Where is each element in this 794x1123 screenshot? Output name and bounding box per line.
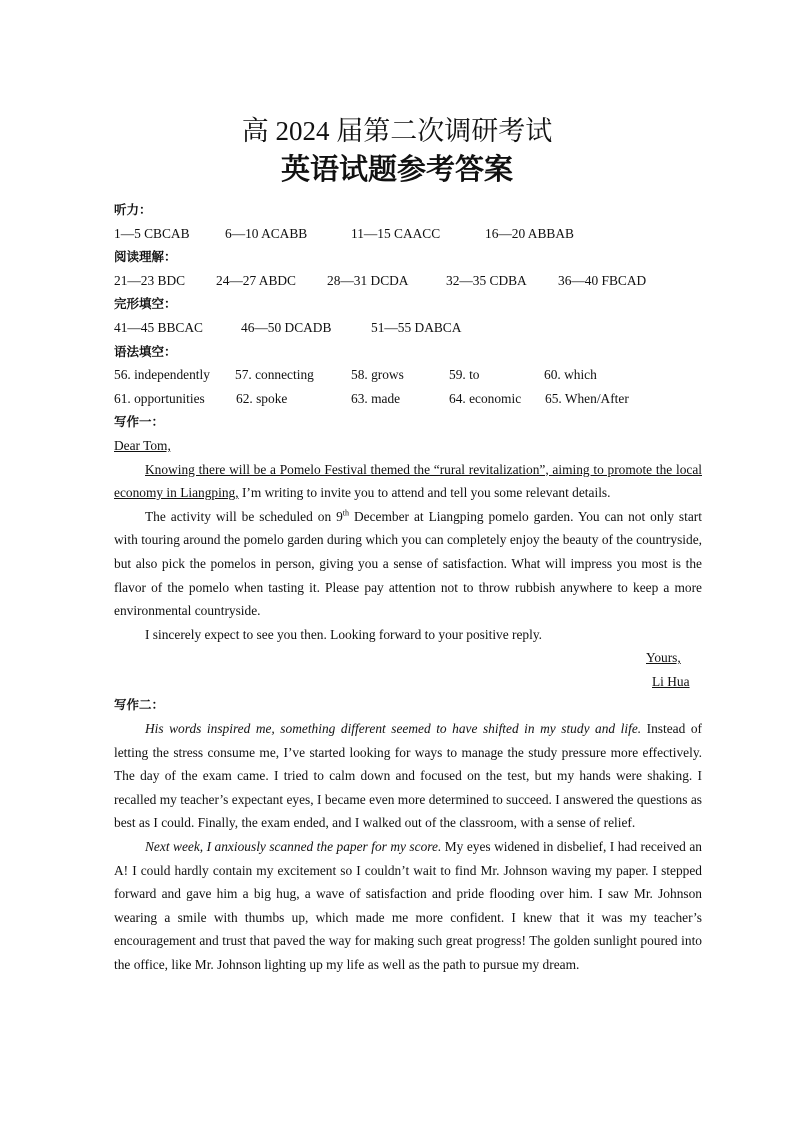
letter-closing: Yours,: [646, 650, 681, 666]
answer-key-title: 英语试题参考答案: [280, 154, 513, 186]
writing-1-heading: 写作一：: [114, 414, 165, 430]
grammar-answer: 59. to: [449, 367, 480, 383]
letter-salutation: Dear Tom,: [114, 437, 171, 453]
answer-group: 24—27 ABDC: [216, 272, 296, 288]
ordinal-suffix: th: [342, 508, 350, 518]
paragraph-text: My eyes widened in disbelief, I had received an A! I could hardly contain my excitement so I couldn’t wait to find Mr. Johnson waving my paper. I stepped forward and gave him a big hug, a wave of satisfaction and pride flooding over him. I saw Mr. Johnson wearing a smile with thumbs up, which made me more confident. I knew that it was my teacher’s encouragement and trust that paved the way for making such great progress! The golden sunlight poured into the office, like Mr. Johnson lighting up my life as well as the path to pursue my dream.: [114, 839, 702, 972]
answer-group: 1—5 CBCAB: [114, 225, 190, 241]
grammar-answer: 58. grows: [351, 367, 404, 383]
cloze-answers: [114, 316, 702, 340]
answer-group: 28—31 DCDA: [327, 272, 409, 288]
paragraph-text: December at Liangping pomelo garden. You can not only start with touring around the pomelo garden during which you can completely enjoy the beauty of the countryside, but also pick the pomelos in person, giving you a sense of satisfaction. What will impress you most is the flavor of the pomelo when tasting it. Please pay attention not to throw rubbish anywhere to keep a more environmental countryside.: [114, 508, 702, 619]
grammar-answer: 57. connecting: [235, 367, 314, 383]
answer-group: 6—10 ACABB: [225, 225, 308, 241]
writing-2-heading: 写作二：: [114, 697, 165, 713]
grammar-answer: 61. opportunities: [114, 390, 205, 406]
paragraph-text: Instead of letting the stress consume me, I’ve started looking for ways to manage the study pressure more effectively. The day of the exam came. I tried to calm down and focused on the test, but my hands were shaking. I recalled my teacher’s expectant eyes, I became even more determined to succeed. I answered the questions as best as I could. Finally, the exam ended, and I walked out of the classroom, with a sense of relief.: [114, 721, 702, 831]
answer-group: 16—20 ABBAB: [485, 225, 574, 241]
answer-group: 21—23 BDC: [114, 272, 186, 288]
grammar-answer: 64. economic: [449, 390, 522, 406]
answer-content: [114, 198, 702, 977]
grammar-answers-row-2: [114, 387, 702, 411]
letter-signature-row: [114, 670, 702, 694]
letter-paragraph-2: [114, 505, 702, 623]
given-opening-sentence: Next week, I anxiously scanned the paper for my score.: [145, 839, 442, 855]
paragraph-text: I’m writing to invite you to attend and tell you some relevant details.: [238, 485, 611, 501]
grammar-answer: 60. which: [544, 367, 597, 383]
grammar-answer: 63. made: [351, 390, 401, 406]
reading-answers: [114, 269, 702, 293]
grammar-answers-row-1: [114, 363, 702, 387]
grammar-answer: 62. spoke: [236, 390, 288, 406]
story-paragraph-2: [114, 835, 702, 977]
letter-signature: Li Hua: [652, 673, 690, 689]
listening-answers: [114, 222, 702, 246]
listening-heading: 听力：: [114, 202, 152, 217]
story-paragraph-1: [114, 717, 702, 835]
paragraph-text: The activity will be scheduled on 9: [145, 508, 343, 524]
reading-heading: 阅读理解：: [114, 249, 177, 265]
letter-paragraph-1: [114, 458, 702, 505]
grammar-heading: 语法填空：: [114, 343, 177, 359]
cloze-heading: 完形填空：: [114, 296, 177, 312]
exam-title: 高 2024 届第二次调研考试: [241, 116, 553, 146]
grammar-answer: 65. When/After: [545, 390, 629, 406]
answer-group: 41—45 BBCAC: [114, 319, 203, 335]
answer-group: 46—50 DCADB: [241, 319, 332, 335]
underlined-opening: Knowing there will be a Pomelo Festival themed the “rural revitalization”, aiming to promote the local economy in Liangping,: [114, 461, 702, 501]
grammar-answer: 56. independently: [114, 367, 210, 383]
given-opening-sentence: His words inspired me, something different seemed to have shifted in my study and life.: [145, 721, 642, 737]
answer-group: 11—15 CAACC: [351, 225, 441, 241]
answer-group: 51—55 DABCA: [371, 319, 462, 335]
answer-group: 32—35 CDBA: [446, 272, 527, 288]
letter-paragraph-3: I sincerely expect to see you then. Looking forward to your positive reply.: [145, 626, 543, 642]
letter-closing-row: [114, 646, 702, 670]
answer-group: 36—40 FBCAD: [558, 272, 647, 288]
